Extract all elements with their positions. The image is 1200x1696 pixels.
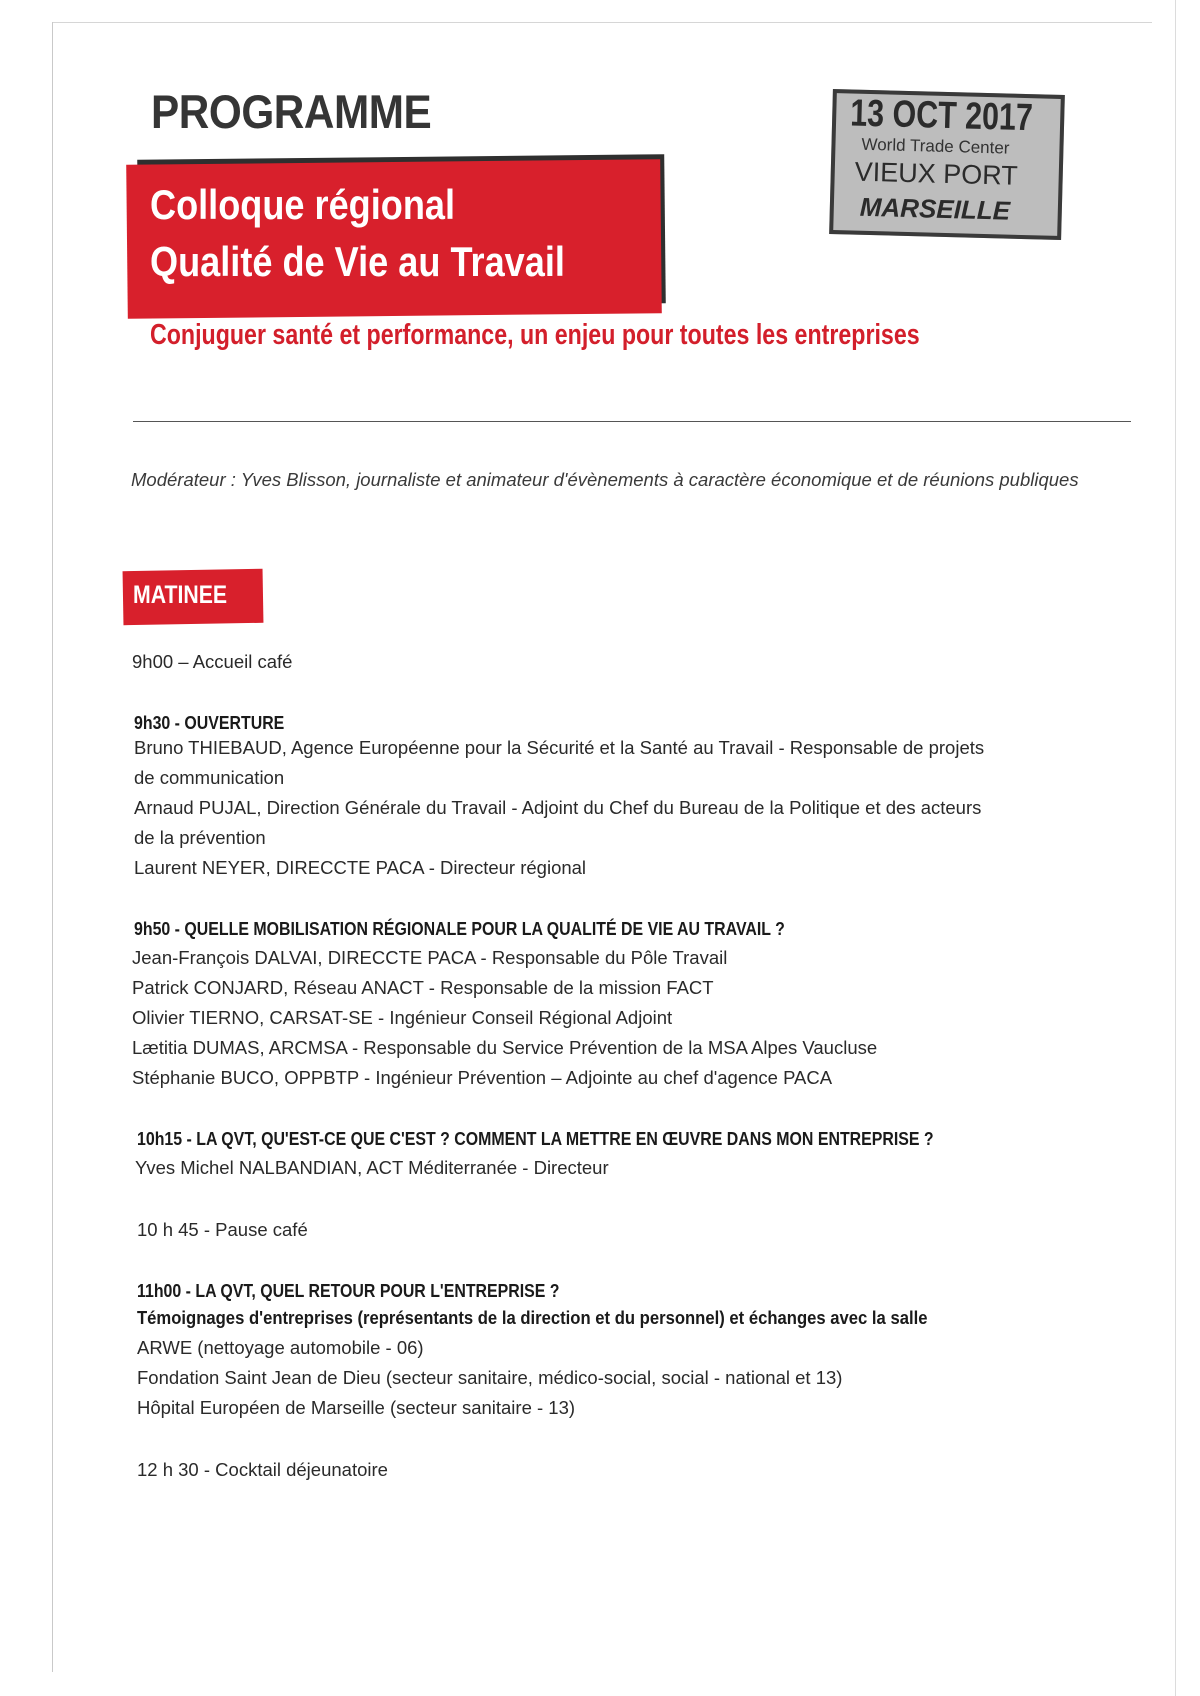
agenda-speaker: Olivier TIERNO, CARSAT-SE - Ingénieur Conseil Régional Adjoint — [132, 1007, 673, 1028]
moderator-note: Modérateur : Yves Blisson, journaliste et animateur d'évènements à caractère économique et de réunions publiques — [131, 469, 1079, 490]
agenda-heading-qvt: 10h15 - LA QVT, QU'EST-CE QUE C'EST ? COMMENT LA METTRE EN ŒUVRE DANS MON ENTREPRISE ? — [137, 1128, 934, 1149]
agenda-speaker: Bruno THIEBAUD, Agence Européenne pour la Sécurité et la Santé au Travail - Responsable de projets — [134, 737, 985, 758]
stamp-city: MARSEILLE — [859, 191, 1011, 226]
agenda-speaker: Jean-François DALVAI, DIRECCTE PACA - Responsable du Pôle Travail — [132, 947, 728, 968]
date-stamp — [829, 89, 1065, 240]
agenda-speaker: Yves Michel NALBANDIAN, ACT Méditerranée - Directeur — [135, 1157, 609, 1178]
scan-edge-top — [52, 22, 1152, 23]
stamp-place: VIEUX PORT — [854, 156, 1019, 191]
agenda-pause: 10 h 45 - Pause café — [137, 1219, 308, 1240]
agenda-speaker: de la prévention — [134, 827, 266, 848]
agenda-company: Hôpital Européen de Marseille (secteur sanitaire - 13) — [137, 1397, 576, 1418]
agenda-heading-retour: 11h00 - LA QVT, QUEL RETOUR POUR L'ENTREPRISE ? — [137, 1280, 560, 1301]
agenda-speaker: de communication — [134, 767, 285, 788]
agenda-subheading-temoignages: Témoignages d'entreprises (représentants de la direction et du personnel) et échanges avec la salle — [137, 1307, 928, 1328]
subtitle: Conjuguer santé et performance, un enjeu pour toutes les entreprises — [150, 319, 920, 351]
agenda-speaker: Lætitia DUMAS, ARCMSA - Responsable du Service Prévention de la MSA Alpes Vaucluse — [132, 1037, 878, 1058]
agenda-accueil: 9h00 – Accueil café — [132, 651, 293, 672]
scan-edge-right — [1175, 0, 1176, 1696]
stamp-date: 13 OCT 2017 — [849, 92, 1034, 140]
agenda-speaker: Laurent NEYER, DIRECCTE PACA - Directeur régional — [134, 857, 587, 878]
agenda-company: Fondation Saint Jean de Dieu (secteur sanitaire, médico-social, social - national et 13) — [137, 1367, 843, 1388]
divider — [133, 421, 1131, 422]
stamp-venue: World Trade Center — [861, 134, 1010, 158]
agenda-speaker: Stéphanie BUCO, OPPBTP - Ingénieur Prévention – Adjointe au chef d'agence PACA — [132, 1067, 833, 1088]
title-line-1: Colloque régional — [150, 181, 456, 228]
agenda-heading-mobilisation: 9h50 - QUELLE MOBILISATION RÉGIONALE POUR LA QUALITÉ DE VIE AU TRAVAIL ? — [134, 918, 785, 939]
agenda-speaker: Arnaud PUJAL, Direction Générale du Travail - Adjoint du Chef du Bureau de la Politique et des acteurs — [134, 797, 982, 818]
title-line-2: Qualité de Vie au Travail — [150, 238, 565, 285]
agenda-heading-ouverture: 9h30 - OUVERTURE — [134, 712, 285, 733]
section-label: MATINEE — [133, 581, 228, 609]
programme-heading: PROGRAMME — [151, 85, 432, 138]
agenda-company: ARWE (nettoyage automobile - 06) — [137, 1337, 424, 1358]
agenda-cocktail: 12 h 30 - Cocktail déjeunatoire — [137, 1459, 388, 1480]
agenda-speaker: Patrick CONJARD, Réseau ANACT - Responsable de la mission FACT — [132, 977, 714, 998]
scan-edge-left — [52, 22, 53, 1672]
